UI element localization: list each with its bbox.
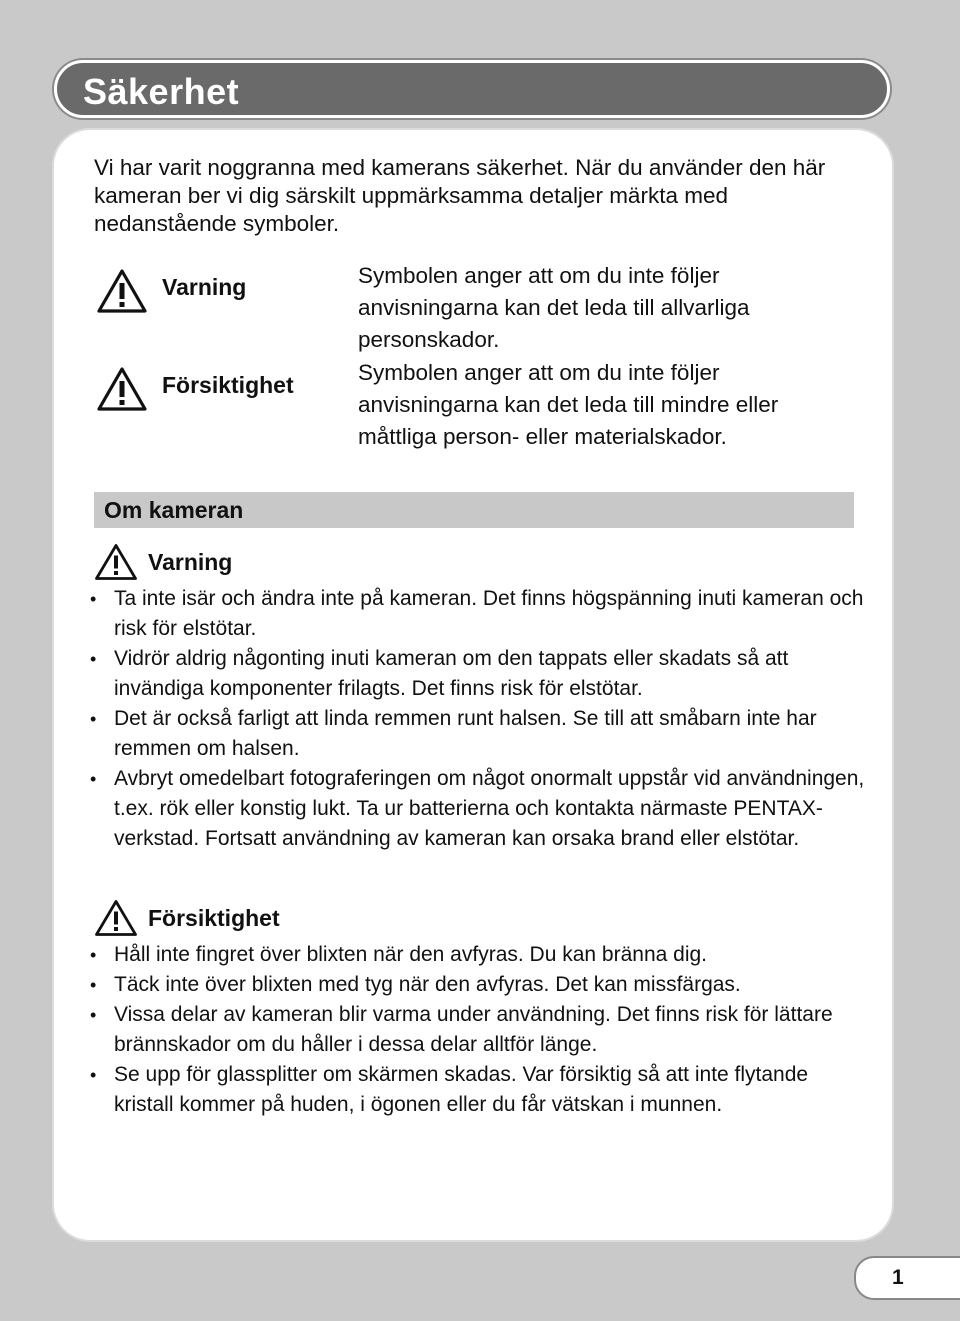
list-item — [86, 644, 866, 704]
warning-triangle-icon — [94, 543, 138, 581]
list-item-text: Håll inte fingret över blixten när den avfyras. Du kan bränna dig. — [114, 943, 707, 966]
warning-list — [86, 584, 866, 854]
caution-list — [86, 940, 866, 1120]
list-item — [86, 1000, 866, 1060]
list-item-text: Avbryt omedelbart fotograferingen om något onormalt uppstår vid användningen, t.ex. rök eller konstig lukt. Ta ur batterierna och kontakta närmaste PENTAX-verkstad. Fortsatt användning av kameran kan orsaka brand eller elstötar. — [114, 767, 865, 850]
bullet-icon: • — [90, 709, 97, 729]
list-item-text: Täck inte över blixten med tyg när den avfyras. Det kan missfärgas. — [114, 973, 741, 996]
page-number-tab — [854, 1256, 960, 1300]
warning-heading-text: Varning — [148, 549, 233, 575]
bullet-icon: • — [90, 769, 97, 789]
bullet-icon: • — [90, 975, 97, 995]
bullet-icon: • — [90, 945, 97, 965]
page-number: 1 — [892, 1266, 904, 1289]
list-item — [86, 970, 866, 1000]
symbol-description-caution: Symbolen anger att om du inte följer anvisningarna kan det leda till mindre eller måttliga person- eller materialskador. — [358, 360, 779, 449]
list-item — [86, 704, 866, 764]
warning-triangle-icon — [96, 268, 148, 314]
list-item-text: Det är också farligt att linda remmen runt halsen. Se till att småbarn inte har remmen om halsen. — [114, 707, 817, 760]
bullet-icon: • — [90, 649, 97, 669]
section-header-bar — [94, 492, 854, 528]
bullet-icon: • — [90, 589, 97, 609]
symbol-description-warning: Symbolen anger att om du inte följer anvisningarna kan det leda till allvarliga personskador. — [358, 263, 750, 352]
bullet-icon: • — [90, 1065, 97, 1085]
list-item — [86, 764, 866, 854]
bullet-icon: • — [90, 1005, 97, 1025]
section-title: Om kameran — [104, 497, 244, 523]
symbol-label-caution: Försiktighet — [162, 372, 294, 398]
caution-heading-text: Försiktighet — [148, 905, 280, 931]
list-item-text: Vidrör aldrig någonting inuti kameran om den tappats eller skadats så att invändiga komponenter frilagts. Det finns risk för elstötar. — [114, 647, 789, 700]
intro-paragraph: Vi har varit noggranna med kamerans säkerhet. När du använder den här kameran ber vi dig särskilt uppmärksamma detaljer märkta med nedanstående symboler. — [94, 155, 826, 236]
list-item — [86, 1060, 866, 1120]
symbol-label-warning: Varning — [162, 274, 247, 300]
caution-triangle-icon — [96, 366, 148, 412]
list-item — [86, 584, 866, 644]
list-item — [86, 940, 866, 970]
page-title-bar — [54, 60, 890, 118]
list-item-text: Vissa delar av kameran blir varma under användning. Det finns risk för lättare brännskador om du håller i dessa delar alltför länge. — [114, 1003, 833, 1056]
page-title: Säkerhet — [83, 71, 240, 112]
list-item-text: Ta inte isär och ändra inte på kameran. Det finns högspänning inuti kameran och risk för elstötar. — [114, 587, 864, 640]
list-item-text: Se upp för glassplitter om skärmen skadas. Var försiktig så att inte flytande kristall kommer på huden, i ögonen eller du får vätskan i munnen. — [114, 1063, 809, 1116]
caution-triangle-icon — [94, 899, 138, 937]
